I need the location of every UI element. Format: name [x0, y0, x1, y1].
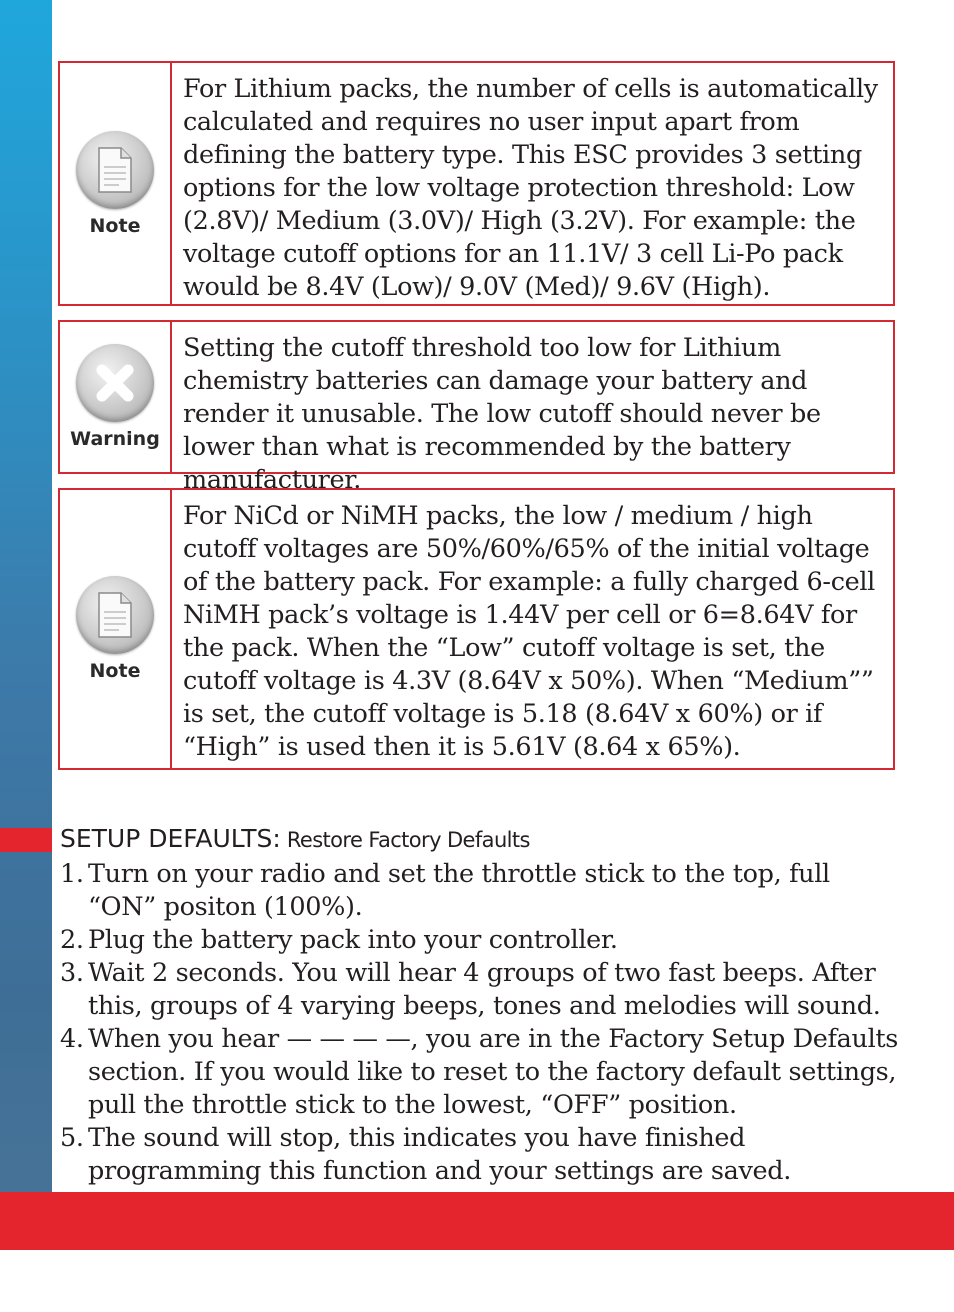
- list-item: [60, 858, 900, 924]
- note-label: Note: [89, 660, 141, 682]
- note-box-lithium: [58, 61, 895, 306]
- note-box-nicd: [58, 488, 895, 770]
- step-number: 3.: [60, 958, 84, 988]
- left-sidebar-stripe: [0, 0, 52, 1250]
- step-number: 4.: [60, 1024, 84, 1054]
- note-label: Note: [89, 214, 141, 237]
- step-number: 2.: [60, 925, 84, 955]
- list-item: [60, 1023, 900, 1122]
- step-text: Plug the battery pack into your controller.: [88, 925, 618, 955]
- step-text: Wait 2 seconds. You will hear 4 groups of two fast beeps. After this, groups of 4 varying beeps, tones and melodies will sound.: [88, 958, 881, 1021]
- warning-x-icon: [76, 344, 154, 422]
- note-icon-column: [60, 63, 172, 304]
- warning-label: Warning: [70, 428, 160, 450]
- setup-steps-list: [60, 858, 900, 1188]
- step-text: When you hear — — — —, you are in the Factory Setup Defaults section. If you would like to reset to the factory default settings, pull the throttle stick to the lowest, “OFF” position.: [88, 1024, 899, 1120]
- list-item: [60, 1122, 900, 1188]
- note-text: For NiCd or NiMH packs, the low / medium / high cutoff voltages are 50%/60%/65% of the initial voltage of the battery pack. For example: a fully charged 6-cell NiMH pack’s voltage is 1.44V per cell or 6=8.64V for the pack. When the “Low” cutoff voltage is set, the cutoff voltage is 4.3V (8.64V x 50%). When “Medium”” is set, the cutoff voltage is 5.18 (8.64V x 60%) or if “High” is used then it is 5.61V (8.64 x 65%).: [183, 501, 875, 762]
- section-marker-tab: [0, 828, 52, 852]
- list-item: [60, 957, 900, 1023]
- note-text: For Lithium packs, the number of cells is automatically calculated and requires no user input apart from defining the battery type. This ESC provides 3 setting options for the low voltage protection threshold: Low (2.8V)/ Medium (3.0V)/ High (3.2V). For example: the voltage cutoff options for an 11.1V/ 3 cell Li-Po pack would be 8.4V (Low)/ 9.0V (Med)/ 9.6V (High).: [183, 74, 878, 302]
- note-icon-column: [60, 490, 172, 768]
- note-icon: [76, 131, 154, 209]
- warning-icon-column: [60, 322, 172, 472]
- bottom-red-bar: [0, 1192, 954, 1250]
- warning-text: Setting the cutoff threshold too low for Lithium chemistry batteries can damage your battery and render it unusable. The low cutoff should never be lower than what is recommended by the battery manufacturer.: [183, 333, 821, 495]
- section-title: SETUP DEFAULTS:: [60, 824, 281, 853]
- section-heading: [60, 824, 530, 853]
- warning-box-cutoff: [58, 320, 895, 495]
- step-text: The sound will stop, this indicates you have finished programming this function and your settings are saved.: [88, 1123, 792, 1186]
- step-number: 5.: [60, 1123, 84, 1153]
- list-item: [60, 924, 900, 957]
- section-subtitle: Restore Factory Defaults: [286, 828, 530, 852]
- note-icon: [76, 576, 154, 654]
- step-number: 1.: [60, 859, 84, 889]
- step-text: Turn on your radio and set the throttle stick to the top, full “ON” positon (100%).: [88, 859, 830, 922]
